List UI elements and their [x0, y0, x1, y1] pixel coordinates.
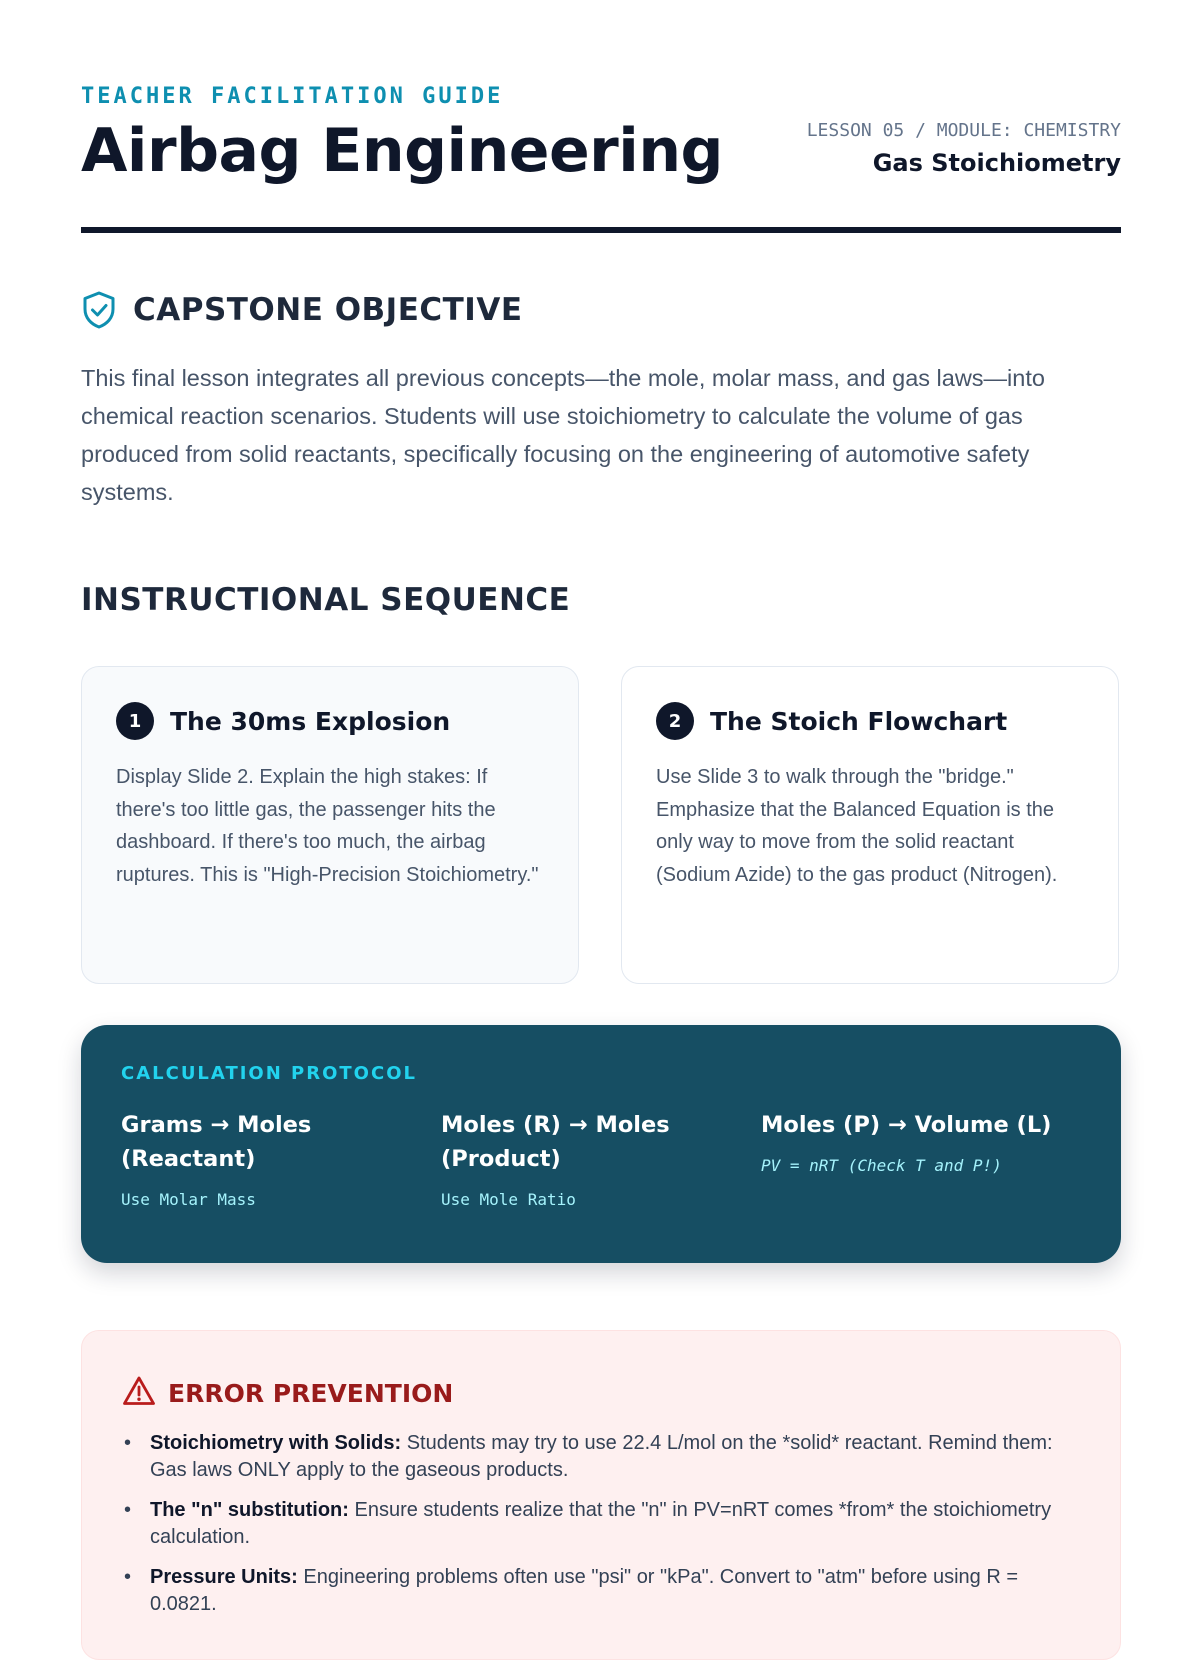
calculation-protocol-panel [81, 1025, 1121, 1263]
bullet-icon: • [124, 1499, 132, 1521]
lesson-module-label: LESSON 05 / MODULE: CHEMISTRY [806, 120, 1121, 141]
step-number-badge: 2 [656, 702, 694, 740]
error-term: Pressure Units: [150, 1566, 298, 1588]
error-text: Engineering problems often use "psi" or "kPa". Convert to "atm" before using R = 0.0821. [150, 1566, 1019, 1615]
sequence-title: INSTRUCTIONAL SEQUENCE [81, 582, 571, 618]
capstone-description: This final lesson integrates all previous concepts—the mole, molar mass, and gas laws—into chemical reaction scenarios. Students will use stoichiometry to calculate the volume of gas produced from solid reactants, specifically focusing on the engineering of automotive safety systems. [81, 365, 1045, 505]
lesson-meta [807, 120, 1121, 177]
list-item [122, 1497, 1080, 1551]
protocol-step-title: Moles (R) → Moles (Product) [441, 1112, 670, 1172]
error-text: Students may try to use 22.4 L/mol on the *solid* reactant. Remind them: Gas laws ONLY apply to the gaseous products. [150, 1432, 1053, 1481]
list-item [122, 1430, 1080, 1484]
bullet-icon: • [124, 1432, 132, 1454]
step-title: The Stoich Flowchart [710, 706, 1008, 736]
step-description: Use Slide 3 to walk through the "bridge." Emphasize that the Balanced Equation is the only way to move from the solid reactant (Sodium Azide) to the gas product (Nitrogen). [656, 766, 1058, 886]
step-card-1 [81, 666, 579, 984]
step-card-2 [621, 666, 1119, 984]
page-title: Airbag Engineering [81, 116, 724, 186]
protocol-step-title: Grams → Moles (Reactant) [121, 1112, 312, 1172]
step-title: The 30ms Explosion [170, 706, 451, 736]
capstone-title: CAPSTONE OBJECTIVE [133, 292, 523, 328]
protocol-step-3 [761, 1108, 1081, 1209]
warning-triangle-icon [122, 1375, 156, 1412]
lesson-topic: Gas Stoichiometry [872, 149, 1121, 177]
protocol-step-2 [441, 1108, 761, 1209]
error-prevention-heading [122, 1375, 1080, 1412]
protocol-step-title: Moles (P) → Volume (L) [761, 1112, 1052, 1138]
header-divider [81, 227, 1121, 233]
error-prevention-list [122, 1430, 1080, 1618]
error-prevention-title: ERROR PREVENTION [168, 1379, 454, 1408]
list-item [122, 1564, 1080, 1618]
error-text: Ensure students realize that the "n" in PV=nRT comes *from* the stoichiometry calculation. [150, 1499, 1052, 1548]
capstone-heading [81, 290, 523, 330]
guide-kicker: TEACHER FACILITATION GUIDE [81, 84, 504, 109]
error-term: The "n" substitution: [150, 1499, 349, 1521]
protocol-step-note: Use Mole Ratio [441, 1190, 576, 1209]
protocol-step-note: Use Molar Mass [121, 1190, 256, 1209]
step-number-badge: 1 [116, 702, 154, 740]
bullet-icon: • [124, 1566, 132, 1588]
step-description: Display Slide 2. Explain the high stakes: If there's too little gas, the passenger hits the dashboard. If there's too much, the airbag ruptures. This is "High-Precision Stoichiometry." [116, 766, 539, 886]
error-term: Stoichiometry with Solids: [150, 1432, 402, 1454]
protocol-label: CALCULATION PROTOCOL [121, 1063, 417, 1084]
error-prevention-panel [81, 1330, 1121, 1660]
protocol-step-note: PV = nRT (Check T and P!) [761, 1156, 1002, 1175]
protocol-step-1 [121, 1108, 441, 1209]
shield-check-icon [81, 290, 117, 330]
